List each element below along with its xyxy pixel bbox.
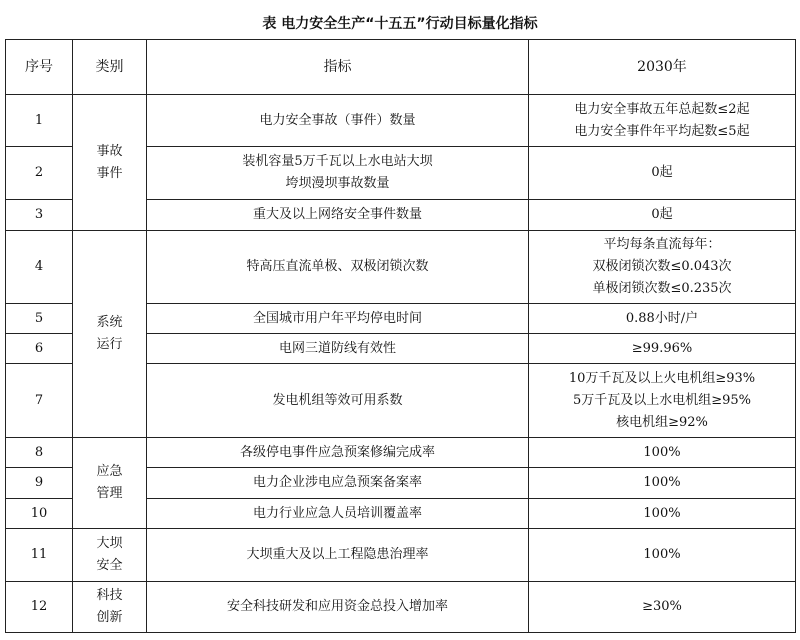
category-cell-emergency <box>73 438 147 529</box>
indicator-line: 电力行业应急人员培训覆盖率 <box>252 505 422 521</box>
category-cell-tech <box>73 582 147 633</box>
indicator-cell <box>147 334 529 364</box>
seq-cell: 1 <box>6 95 73 147</box>
target-cell <box>529 438 796 468</box>
target-cell <box>529 364 796 438</box>
target-cell <box>529 95 796 147</box>
category-cell-dam <box>73 529 147 582</box>
indicator-line: 发电机组等效可用系数 <box>272 392 403 408</box>
header-indicator: 指标 <box>147 40 529 95</box>
category-line: 创新 <box>96 610 123 625</box>
target-line: 0.88小时/户 <box>625 310 699 326</box>
indicator-line: 电力安全事故（事件）数量 <box>259 112 416 128</box>
seq-cell: 12 <box>6 582 73 633</box>
indicator-cell <box>147 582 529 633</box>
table-row <box>6 95 796 147</box>
seq-cell: 6 <box>6 334 73 364</box>
target-line: 核电机组≥92% <box>616 414 708 430</box>
target-line: 10万千瓦及以上火电机组≥93% <box>568 370 756 386</box>
category-line: 事故 <box>96 143 123 159</box>
indicator-cell <box>147 147 529 200</box>
seq-cell: 9 <box>6 468 73 499</box>
target-line: ≥99.96% <box>631 340 693 356</box>
indicator-line: 各级停电事件应急预案修编完成率 <box>239 444 435 460</box>
category-line: 事件 <box>96 165 123 181</box>
seq-cell: 5 <box>6 304 73 334</box>
target-line: 平均每条直流每年： <box>603 237 721 252</box>
indicator-line: 特高压直流单极、双极闭锁次数 <box>246 259 429 274</box>
indicator-table <box>5 39 796 633</box>
table-row <box>6 231 796 304</box>
seq-cell: 2 <box>6 147 73 200</box>
seq-cell: 4 <box>6 231 73 304</box>
table-row <box>6 438 796 468</box>
seq-cell: 11 <box>6 529 73 582</box>
header-target: 2030年 <box>529 40 796 95</box>
indicator-cell <box>147 499 529 529</box>
category-line: 应急 <box>96 464 123 479</box>
target-line: 100% <box>643 475 681 490</box>
seq-cell: 8 <box>6 438 73 468</box>
indicator-cell <box>147 438 529 468</box>
target-cell <box>529 582 796 633</box>
target-cell <box>529 147 796 200</box>
table-row <box>6 529 796 582</box>
target-cell <box>529 231 796 304</box>
category-line: 科技 <box>96 588 123 603</box>
target-line: 单极闭锁次数≤0.235次 <box>592 281 732 296</box>
target-line: 双极闭锁次数≤0.043次 <box>592 259 732 274</box>
table-row <box>6 582 796 633</box>
category-line: 安全 <box>96 558 123 573</box>
target-line: 5万千瓦及以上水电机组≥95% <box>572 392 752 408</box>
indicator-cell <box>147 95 529 147</box>
target-line: 100% <box>643 505 681 521</box>
target-cell <box>529 334 796 364</box>
indicator-line: 大坝重大及以上工程隐患治理率 <box>246 547 429 562</box>
target-line: 电力安全事故五年总起数≤2起 <box>574 101 750 117</box>
target-cell <box>529 468 796 499</box>
target-line: 0起 <box>651 207 673 222</box>
indicator-line: 装机容量5万千瓦以上水电站大坝 <box>242 154 433 169</box>
target-cell <box>529 499 796 529</box>
indicator-cell <box>147 200 529 231</box>
indicator-line: 安全科技研发和应用资金总投入增加率 <box>226 599 448 614</box>
seq-cell: 3 <box>6 200 73 231</box>
indicator-cell <box>147 529 529 582</box>
header-category: 类别 <box>73 40 147 95</box>
indicator-line: 垮坝漫坝事故数量 <box>285 176 390 191</box>
indicator-line: 重大及以上网络安全事件数量 <box>252 207 422 222</box>
target-line: ≥30% <box>642 599 682 614</box>
target-cell <box>529 529 796 582</box>
category-line: 系统 <box>96 315 123 330</box>
seq-cell: 7 <box>6 364 73 438</box>
target-line: 电力安全事件年平均起数≤5起 <box>574 123 750 139</box>
category-cell-system <box>73 231 147 438</box>
indicator-line: 电力企业涉电应急预案备案率 <box>252 475 422 490</box>
category-line: 大坝 <box>96 536 123 551</box>
target-line: 0起 <box>651 165 673 180</box>
seq-cell: 10 <box>6 499 73 529</box>
indicator-line: 全国城市用户年平均停电时间 <box>252 310 422 326</box>
target-cell <box>529 200 796 231</box>
header-seq: 序号 <box>6 40 73 95</box>
indicator-cell <box>147 364 529 438</box>
target-cell <box>529 304 796 334</box>
indicator-cell <box>147 231 529 304</box>
category-cell-accident <box>73 95 147 231</box>
target-line: 100% <box>643 547 681 562</box>
table-title: 表 电力安全生产“十五五”行动目标量化指标 <box>262 16 538 32</box>
header-row <box>6 40 796 95</box>
category-line: 运行 <box>96 337 123 352</box>
category-line: 管理 <box>96 486 123 501</box>
indicator-cell <box>147 468 529 499</box>
indicator-line: 电网三道防线有效性 <box>278 340 396 356</box>
target-line: 100% <box>643 444 681 460</box>
indicator-cell <box>147 304 529 334</box>
